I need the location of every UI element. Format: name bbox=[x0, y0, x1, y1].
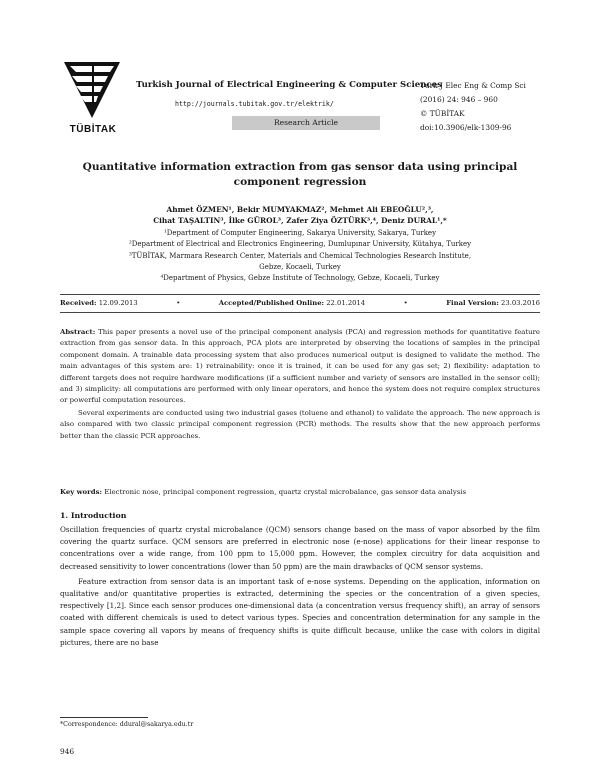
intro-paragraph-2: Feature extraction from sensor data is an important task of e-nose systems. Depending on the application, information on qualitative and/or quantitative properties is extracted, determining the species or the concentration of a given species, respectively [1,2]. Since each sensor produces one-dimensional data (a concentration versus frequency shift), an array of sensors coated with different chemicals is used to detect various types. Species and concentration determination for any sample in the sample space covering all vapors by means of frequency shifts is quite difficult because, unlike the case with colors in digital pictures, there are no base bbox=[60, 576, 540, 647]
keywords bbox=[60, 487, 540, 498]
tubitak-emblem-icon bbox=[60, 58, 124, 122]
meta-copyright: © TÜBİTAK bbox=[420, 109, 465, 118]
abstract-label: Abstract: bbox=[60, 328, 96, 336]
logo-wordmark: TÜBİTAK bbox=[69, 124, 117, 135]
author-line-2: Cihat TAŞALTIN³, İlke GÜROL³, Zafer Ziya ÖZTÜRK³,⁴, Deniz DURAL¹,* bbox=[153, 216, 447, 225]
abstract bbox=[60, 327, 540, 442]
affiliation-3-cont: Gebze, Kocaeli, Turkey bbox=[259, 262, 341, 271]
journal-url-link[interactable]: http://journals.tubitak.gov.tr/elektrik/ bbox=[175, 100, 334, 108]
abstract-paragraph-2: Several experiments are conducted using two industrial gases (toluene and ethanol) to validate the approach. The new approach is also compared with two classic principal component regression (PCR) methods. The results show that the new approach performs better than the classic PCR approaches. bbox=[60, 408, 540, 440]
introduction-body bbox=[60, 524, 540, 649]
meta-journal-abbrev: Turk J Elec Eng & Comp Sci bbox=[420, 81, 526, 90]
accepted-date: Accepted/Published Online: 22.01.2014 bbox=[218, 299, 366, 307]
correspondence-footnote: *Correspondence: ddural@sakarya.edu.tr bbox=[60, 721, 194, 728]
affiliation-2: ²Department of Electrical and Electronics Engineering, Dumlupınar University, Kütahya, Turkey bbox=[128, 240, 472, 249]
article-type-badge: Research Article bbox=[232, 116, 380, 130]
author-list bbox=[60, 204, 540, 226]
dates-bottom-rule bbox=[60, 312, 540, 313]
meta-volume-pages: (2016) 24: 946 – 960 bbox=[420, 95, 498, 104]
dates-top-rule bbox=[60, 294, 540, 295]
tubitak-logo bbox=[60, 58, 124, 132]
affiliation-1: ¹Department of Computer Engineering, Sakarya University, Sakarya, Turkey bbox=[163, 229, 437, 237]
date-separator: • bbox=[403, 299, 408, 307]
received-date: Received: 12.09.2013 bbox=[60, 299, 138, 307]
publication-dates bbox=[60, 299, 540, 307]
journal-name: Turkish Journal of Electrical Engineering & Computer Sciences bbox=[136, 80, 442, 90]
final-version-date: Final Version: 23.03.2016 bbox=[446, 299, 540, 307]
intro-paragraph-1: Oscillation frequencies of quartz crystal microbalance (QCM) sensors change based on the mass of vapor absorbed by the film covering the quartz surface. QCM sensors are preferred in electronic nose (e-nose) applications for their linear response to concentrations over a wide range, from 100 ppm to 15,000 ppm. However, the complex circuitry for data acquisition and decreased sensitivity to lower concentrations (lower than 50 ppm) are the main drawbacks of QCM sensor systems. bbox=[60, 525, 540, 571]
footnote-rule bbox=[60, 717, 148, 718]
citation-meta bbox=[420, 79, 526, 135]
abstract-paragraph-1: Abstract: This paper presents a novel use of the principal component analysis (PCA) and regression methods for quantitative feature extraction from gas sensor data. In this approach, PCA plots are interpreted by observing the locations of samples in the principal component domain. A trainable data processing system that also produces numerical output is designed to validate the method. The main advantages of this system are: 1) retrainability: once it is trained, it can be used for any gas set; 2) flexibility: adaptation to different targets does not require hardware modifications (if a sufficient number and variety of sensors are installed in the sensor cell); and 3) simplicity: all computations are performed with only linear operators, and hence the system does not require complex structures or powerful computation resources. bbox=[60, 328, 540, 405]
author-line-1: Ahmet ÖZMEN¹, Bekir MUMYAKMAZ², Mehmet Ali EBEOĞLU²,³, bbox=[166, 205, 434, 214]
affiliation-3: ³TÜBİTAK, Marmara Research Center, Materials and Chemical Technologies Research Institute, bbox=[128, 251, 472, 260]
meta-doi[interactable]: doi:10.3906/elk-1309-96 bbox=[420, 123, 512, 132]
section-heading-introduction: 1. Introduction bbox=[60, 511, 127, 520]
affiliations bbox=[60, 228, 540, 284]
date-separator: • bbox=[176, 299, 181, 307]
affiliation-4: ⁴Department of Physics, Gebze Institute of Technology, Gebze, Kocaeli, Turkey bbox=[160, 274, 440, 283]
keywords-text: Electronic nose, principal component regression, quartz crystal microbalance, gas sensor data analysis bbox=[104, 488, 467, 496]
paper-title: Quantitative information extraction from gas sensor data using principal component regression bbox=[82, 161, 518, 188]
keywords-label: Key words: bbox=[60, 488, 103, 496]
page-number: 946 bbox=[60, 747, 75, 756]
